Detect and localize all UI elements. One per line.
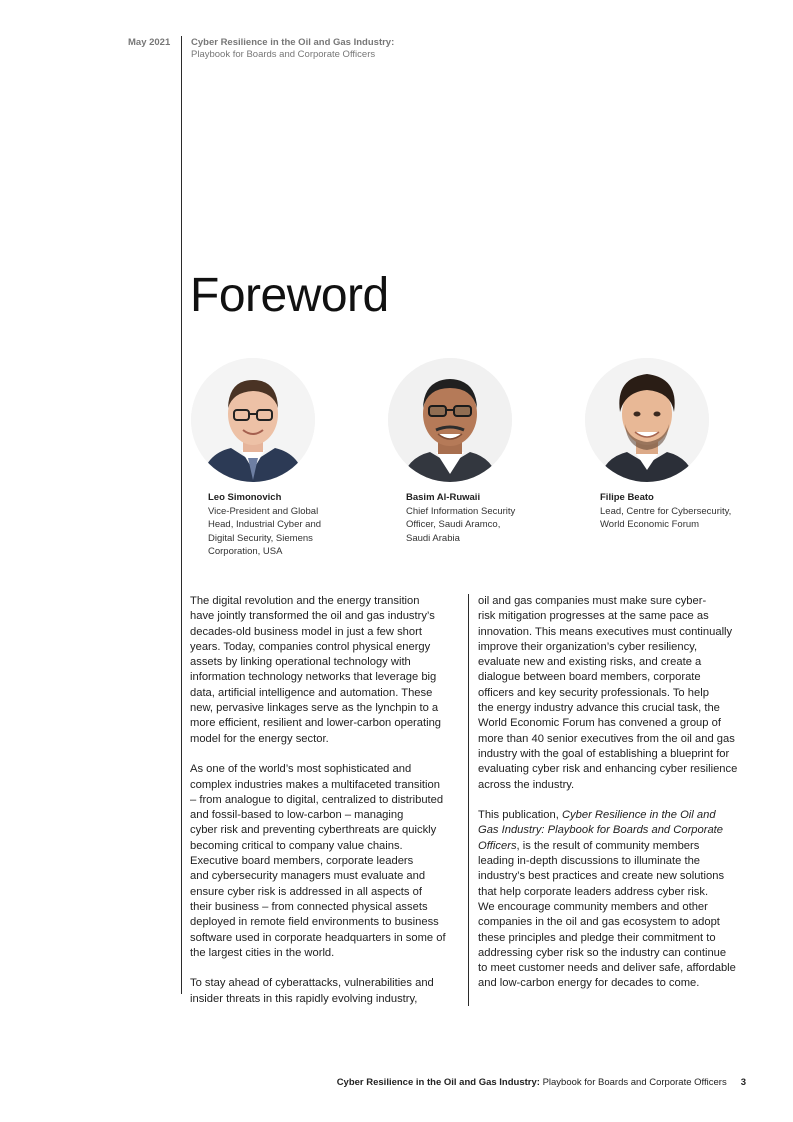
footer-title-bold: Cyber Resilience in the Oil and Gas Industry:: [336, 1077, 540, 1088]
page-title: Foreword: [190, 269, 389, 322]
portrait-filipe-beato: [585, 358, 709, 482]
author-name: Leo Simonovich: [208, 492, 282, 503]
text-line: model for the energy sector.: [190, 732, 329, 745]
text-line: addressing cyber risk so the industry can continue: [478, 946, 727, 959]
text-line: have jointly transformed the oil and gas industry’s: [190, 610, 435, 623]
header-doc-title: [191, 37, 394, 61]
text-line: dialogue between board members, corporate: [478, 671, 701, 684]
body-text: [478, 855, 736, 989]
text-line: years. Today, companies control physical energy: [190, 640, 431, 653]
body-column-right: [478, 594, 748, 1007]
text-line: We encourage community members and other: [478, 900, 708, 913]
portrait-filipe-beato-image: [585, 358, 709, 482]
text-line: new, pervasive linkages serve as the lynchpin to a: [190, 702, 439, 715]
author-caption-1: [208, 491, 348, 559]
publication-title: Gas Industry: Playbook for Boards and Corporate: [478, 824, 724, 837]
body-paragraph: [190, 594, 460, 747]
text-line: these principles and pledge their commitment to: [478, 931, 716, 944]
page-footer: [337, 1077, 746, 1088]
text-line: industry with the goal of establishing a blueprint for: [478, 747, 730, 760]
text-line: the energy industry advance this crucial task, the: [478, 702, 720, 715]
text-line: and low-carbon energy for decades to come.: [478, 977, 700, 990]
text-line: companies in the oil and gas ecosystem to adopt: [478, 916, 720, 929]
portrait-leo-simonovich: [191, 358, 315, 482]
text-line: officers and key security professionals. To help: [478, 686, 709, 699]
author-role-line: Digital Security, Siemens: [208, 532, 313, 544]
text-line: across the industry.: [478, 778, 575, 791]
text-line: ensure cyber risk is addressed in all aspects of: [190, 885, 422, 898]
text-line: and fossil-based to low-carbon – managing: [190, 809, 404, 822]
text-line: to meet customer needs and deliver safe, affordable: [478, 962, 736, 975]
publication-title: Cyber Resilience in the Oil and: [561, 809, 716, 822]
author-role-line: Head, Industrial Cyber and: [208, 519, 322, 530]
text-line: evaluate new and existing risks, and create a: [478, 656, 702, 669]
text-line: information technology networks that leverage big: [190, 671, 437, 684]
text-line: deployed in remote field environments to business: [190, 916, 439, 929]
text-line: evaluating cyber risk and enhancing cyber resilience: [478, 763, 738, 776]
text-line: leading in-depth discussions to illuminate the: [478, 855, 701, 868]
body-column-left: [190, 594, 460, 1022]
text-line: software used in corporate headquarters in some of: [190, 931, 446, 944]
publication-title: Officers: [478, 839, 517, 852]
author-name: Basim Al-Ruwaii: [406, 492, 481, 503]
text-line: risk mitigation progresses at the same pace as: [478, 610, 709, 623]
text-line: industry’s best practices and create new solutions: [478, 870, 725, 883]
text-line: complex industries makes a multifaceted transition: [190, 778, 440, 791]
text-line: cyber risk and preventing cyberthreats are quickly: [190, 824, 437, 837]
text-line: data, artificial intelligence and automation. These: [190, 686, 433, 699]
portrait-basim-al-ruwaii: [388, 358, 512, 482]
text-line: the largest cities in the world.: [190, 946, 335, 959]
author-role-line: Corporation, USA: [208, 546, 283, 557]
portrait-leo-simonovich-image: [191, 358, 315, 482]
text-line: that help corporate leaders address cyber risk.: [478, 885, 709, 898]
header-date: May 2021: [128, 37, 171, 48]
text-line: and cybersecurity managers must evaluate and: [190, 870, 426, 883]
author-role-line: Saudi Arabia: [406, 532, 460, 544]
author-role-line: World Economic Forum: [600, 519, 700, 530]
text-line: assets by linking operational technology with: [190, 656, 411, 669]
margin-rule: [181, 36, 182, 994]
text-line: their business – from connected physical assets: [190, 900, 428, 913]
text-line: oil and gas companies must make sure cyber-: [478, 595, 707, 607]
text-line: innovation. This means executives must continually: [478, 625, 733, 638]
author-name: Filipe Beato: [600, 492, 654, 503]
body-text: This publication,: [478, 809, 562, 822]
header-title-line: Cyber Resilience in the Oil and Gas Industry:: [191, 37, 395, 48]
text-line: becoming critical to company value chains.: [190, 839, 403, 852]
body-paragraph: [190, 976, 460, 1007]
text-line: improve their organization’s cyber resiliency,: [478, 640, 698, 653]
author-role-line: Vice-President and Global: [208, 505, 319, 517]
text-line: more than 40 senior executives from the oil and gas: [478, 732, 735, 745]
body-paragraph: [190, 762, 460, 961]
body-paragraph: [478, 594, 748, 793]
author-role-line: Officer, Saudi Aramco,: [406, 519, 501, 530]
text-line: Executive board members, corporate leaders: [190, 855, 414, 868]
body-text: , is the result of community members: [516, 839, 700, 852]
text-line: more efficient, resilient and lower-carbon operating: [190, 717, 442, 730]
author-caption-2: [406, 491, 546, 545]
text-line: World Economic Forum has convened a group of: [478, 717, 721, 730]
text-line: insider threats in this rapidly evolving industry,: [190, 992, 418, 1005]
portrait-basim-al-ruwaii-image: [388, 358, 512, 482]
text-line: To stay ahead of cyberattacks, vulnerabilities and: [190, 977, 434, 990]
footer-title-rest: Playbook for Boards and Corporate Officers: [539, 1077, 727, 1088]
page-number: 3: [740, 1077, 746, 1088]
body-paragraph: [478, 808, 748, 992]
author-role-line: Lead, Centre for Cybersecurity,: [600, 505, 732, 517]
column-divider: [468, 594, 469, 1006]
text-line: As one of the world’s most sophisticated and: [190, 763, 412, 776]
author-caption-3: [600, 491, 750, 532]
text-line: decades-old business model in just a few short: [190, 625, 422, 638]
text-line: – from analogue to digital, centralized to distributed: [190, 793, 444, 806]
author-role-line: Chief Information Security: [406, 505, 516, 517]
header-subtitle-line: Playbook for Boards and Corporate Officers: [191, 49, 376, 60]
text-line: The digital revolution and the energy transition: [190, 595, 420, 607]
